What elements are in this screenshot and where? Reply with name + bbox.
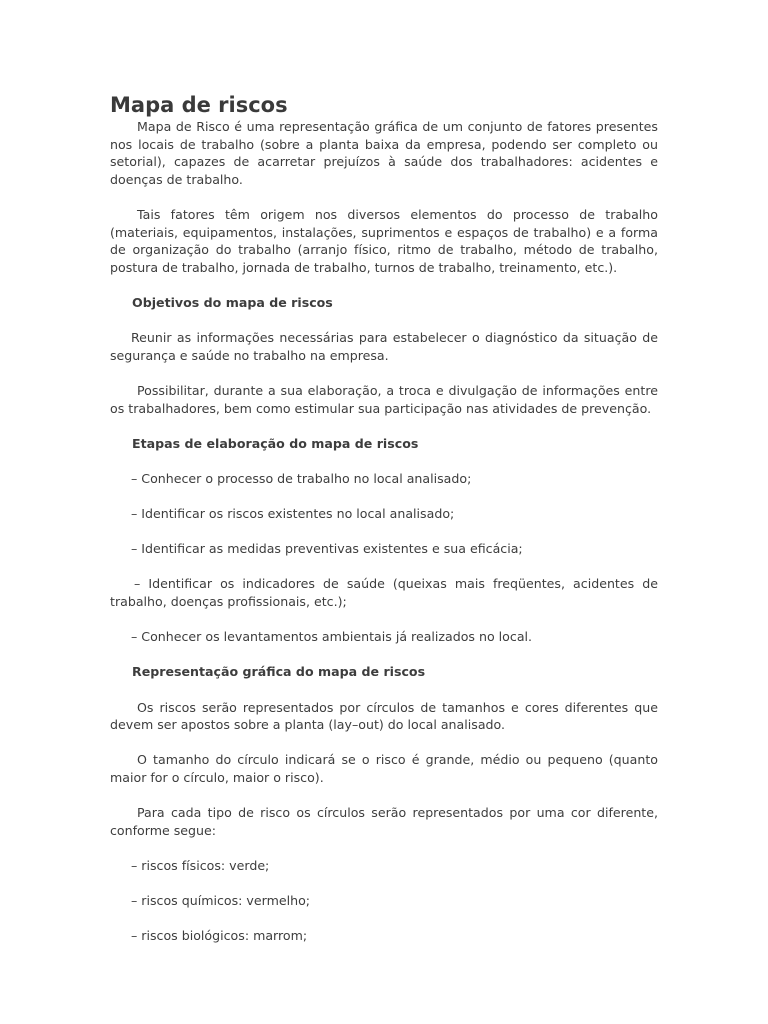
page-title: Mapa de riscos [110,93,288,117]
objetivos-paragraph-2: Possibilitar, durante a sua elaboração, a troca e divulgação de informações entre os trabalhadores, bem como estimular sua participação nas atividades de prevenção. [110,382,658,416]
list-item: – Identificar os indicadores de saúde (queixas mais freqüentes, acidentes de trabalho, doenças profissionais, etc.); [110,576,658,610]
list-item: – Conhecer o processo de trabalho no local analisado; [131,470,472,486]
list-item: – riscos físicos: verde; [131,857,270,873]
intro-paragraph-1: Mapa de Risco é uma representação gráfica de um conjunto de fatores presentes nos locais de trabalho (sobre a planta baixa da empresa, podendo ser completo ou setorial), capazes de acarretar prejuízos à saúde dos trabalhadores: acidentes e doenças de trabalho. [110,119,658,187]
representacao-paragraph-3: Para cada tipo de risco os círculos serão representados por uma cor diferente, conforme segue: [110,805,658,838]
list-item: – Identificar as medidas preventivas existentes e sua eficácia; [131,541,523,557]
intro-paragraph-2: Tais fatores têm origem nos diversos elementos do processo de trabalho (materiais, equipamentos, instalações, suprimentos e espaços de trabalho) e a forma de organização do trabalho (arranjo físico, ritmo de trabalho, método de trabalho, postura de trabalho, jornada de trabalho, turnos de trabalho, treinamento, etc.). [110,206,658,275]
list-item: – riscos biológicos: marrom; [131,928,308,944]
list-item: – Conhecer os levantamentos ambientais já realizados no local. [131,629,533,645]
section-heading-etapas: Etapas de elaboração do mapa de riscos [132,435,419,451]
document-body [110,92,658,945]
list-item: – Identificar os riscos existentes no local analisado; [131,506,455,522]
representacao-paragraph-2: O tamanho do círculo indicará se o risco é grande, médio ou pequeno (quanto maior for o círculo, maior o risco). [110,752,658,785]
section-heading-representacao: Representação gráfica do mapa de riscos [132,664,426,680]
section-heading-objetivos: Objetivos do mapa de riscos [132,294,333,310]
list-item: – riscos químicos: vermelho; [131,893,311,909]
objetivos-paragraph-1: Reunir as informações necessárias para estabelecer o diagnóstico da situação de segurança e saúde no trabalho na empresa. [110,330,658,363]
representacao-paragraph-1: Os riscos serão representados por círculos de tamanhos e cores diferentes que devem ser apostos sobre a planta (lay–out) do local analisado. [110,699,658,733]
